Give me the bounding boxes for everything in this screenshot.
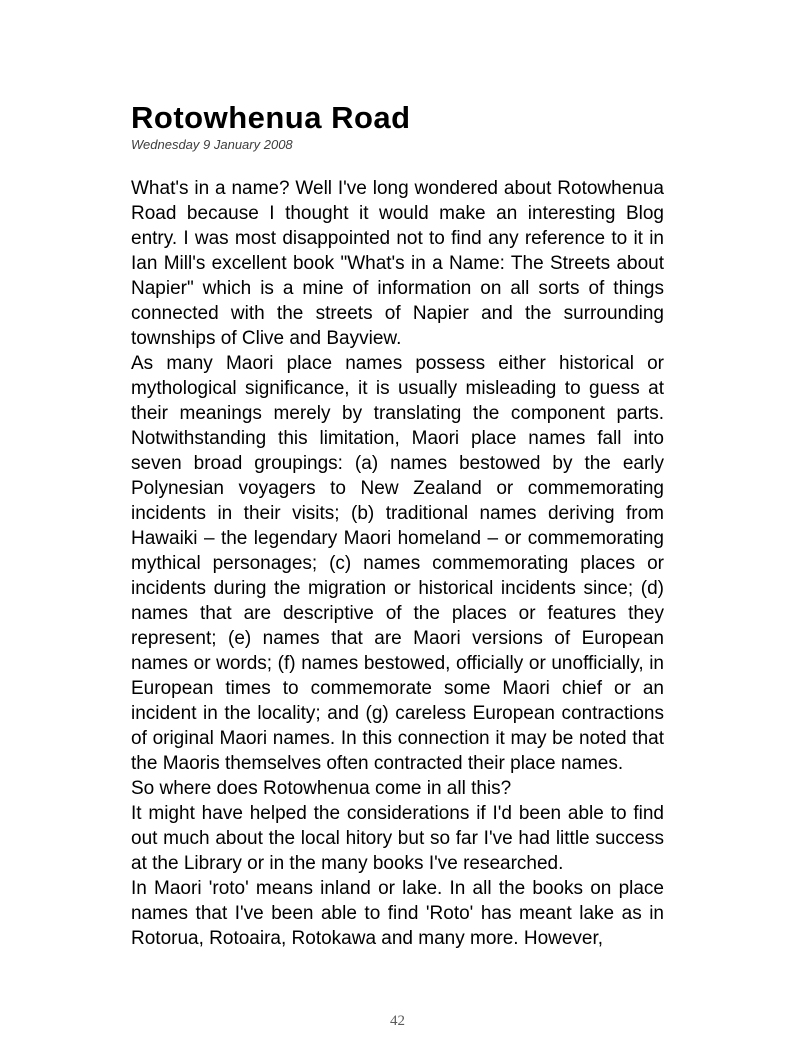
article-body xyxy=(131,176,664,951)
page-number: 42 xyxy=(390,1013,405,1029)
page-title: Rotowhenua Road xyxy=(131,100,411,135)
paragraph: So where does Rotowhenua come in all this? xyxy=(131,778,512,799)
paragraph: It might have helped the considerations if I'd been able to find out much about the local hitory but so far I've had little success at the Library or in the many books I've researched. xyxy=(131,803,664,874)
article-content xyxy=(131,100,664,951)
paragraph: What's in a name? Well I've long wondered about Rotowhenua Road because I thought it would make an interesting Blog entry. I was most disappointed not to find any reference to it in Ian Mill's excellent book "What's in a Name: The Streets about Napier" which is a mine of information on all sorts of things connected with the streets of Napier and the surrounding townships of Clive and Bayview. xyxy=(131,178,664,349)
post-date: Wednesday 9 January 2008 xyxy=(131,137,293,152)
paragraph: In Maori 'roto' means inland or lake. In all the books on place names that I've been able to find 'Roto' has meant lake as in Rotorua, Rotoaira, Rotokawa and many more. However, xyxy=(131,878,664,949)
paragraph: As many Maori place names possess either historical or mythological significance, it is usually misleading to guess at their meanings merely by translating the component parts. Notwithstanding this limitation, Maori place names fall into seven broad groupings: (a) names bestowed by the early Polynesian voyagers to New Zealand or commemorating incidents in their visits; (b) traditional names deriving from Hawaiki – the legendary Maori homeland – or commemorating mythical personages; (c) names commemorating places or incidents during the migration or historical incidents since; (d) names that are descriptive of the places or features they represent; (e) names that are Maori versions of European names or words; (f) names bestowed, officially or unofficially, in European times to commemorate some Maori chief or an incident in the locality; and (g) careless European contractions of original Maori names. In this connection it may be noted that the Maoris themselves often contracted their place names. xyxy=(131,353,664,774)
